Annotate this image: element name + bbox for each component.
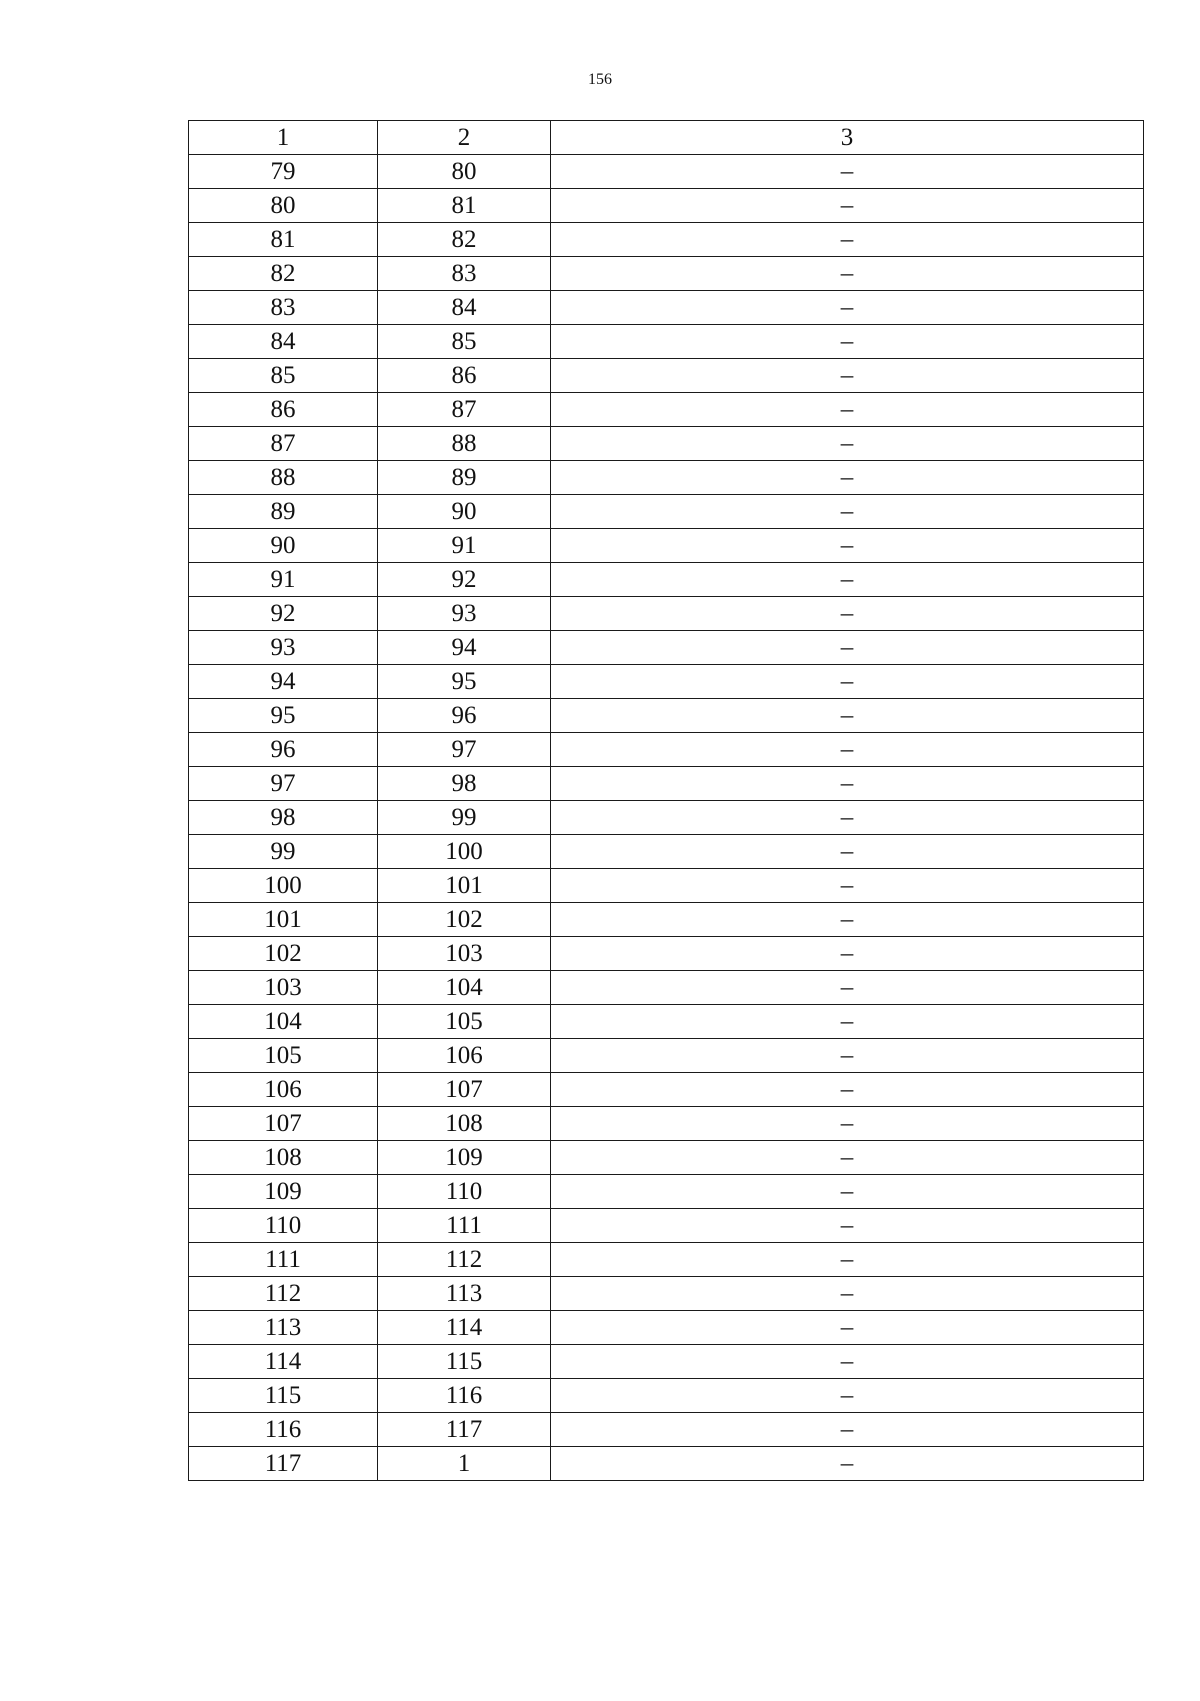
table-cell-col-2: 95 [378,665,551,699]
table-cell-col-3: – [551,393,1144,427]
table-row [189,1209,1144,1243]
table-cell-col-1: 109 [189,1175,378,1209]
table-cell-col-3: – [551,189,1144,223]
table-cell-col-3: – [551,1311,1144,1345]
table-cell-col-1: 112 [189,1277,378,1311]
table-cell-col-1: 91 [189,563,378,597]
table-row [189,971,1144,1005]
table-row [189,1175,1144,1209]
table-row [189,189,1144,223]
table-cell-col-1: 100 [189,869,378,903]
table-cell-col-1: 98 [189,801,378,835]
table-row [189,393,1144,427]
table-row [189,1073,1144,1107]
table-cell-col-2: 81 [378,189,551,223]
table-cell-col-3: – [551,1005,1144,1039]
table-cell-col-3: – [551,1073,1144,1107]
table-cell-col-1: 89 [189,495,378,529]
table-row [189,291,1144,325]
table-cell-col-1: 110 [189,1209,378,1243]
table-cell-col-1: 79 [189,155,378,189]
header-cell-col-1: 1 [189,121,378,155]
table-cell-col-2: 102 [378,903,551,937]
table-cell-col-3: – [551,597,1144,631]
table-cell-col-2: 107 [378,1073,551,1107]
table-cell-col-2: 117 [378,1413,551,1447]
table-row [189,427,1144,461]
table-cell-col-3: – [551,767,1144,801]
table-cell-col-3: – [551,801,1144,835]
table-row [189,869,1144,903]
table-cell-col-3: – [551,461,1144,495]
table-cell-col-2: 99 [378,801,551,835]
table-row [189,1311,1144,1345]
table-cell-col-2: 92 [378,563,551,597]
table-cell-col-2: 106 [378,1039,551,1073]
data-table [188,120,1144,1481]
table-row [189,1141,1144,1175]
table-row [189,1243,1144,1277]
table-body [189,121,1144,1481]
table-cell-col-3: – [551,291,1144,325]
table-cell-col-1: 88 [189,461,378,495]
table-cell-col-1: 107 [189,1107,378,1141]
table-row [189,563,1144,597]
table-row [189,495,1144,529]
table-cell-col-1: 92 [189,597,378,631]
table-row [189,665,1144,699]
table-cell-col-1: 83 [189,291,378,325]
table-cell-col-3: – [551,1345,1144,1379]
table-cell-col-2: 88 [378,427,551,461]
table-row [189,223,1144,257]
table-cell-col-2: 84 [378,291,551,325]
table-cell-col-1: 96 [189,733,378,767]
table-cell-col-3: – [551,1243,1144,1277]
table-cell-col-1: 105 [189,1039,378,1073]
header-cell-col-2: 2 [378,121,551,155]
table-cell-col-1: 85 [189,359,378,393]
table-cell-col-1: 104 [189,1005,378,1039]
table-cell-col-2: 93 [378,597,551,631]
table-cell-col-3: – [551,1107,1144,1141]
table-cell-col-1: 102 [189,937,378,971]
table-cell-col-1: 114 [189,1345,378,1379]
table-cell-col-3: – [551,903,1144,937]
table-cell-col-1: 115 [189,1379,378,1413]
table-cell-col-3: – [551,325,1144,359]
table-cell-col-1: 106 [189,1073,378,1107]
table-row [189,1277,1144,1311]
table-cell-col-2: 86 [378,359,551,393]
table-row [189,529,1144,563]
table-row [189,1107,1144,1141]
table-cell-col-3: – [551,1039,1144,1073]
table-row [189,325,1144,359]
table-cell-col-3: – [551,869,1144,903]
table-cell-col-1: 84 [189,325,378,359]
table-cell-col-2: 103 [378,937,551,971]
header-cell-col-3: 3 [551,121,1144,155]
table-row [189,1005,1144,1039]
table-cell-col-2: 87 [378,393,551,427]
table-cell-col-2: 110 [378,1175,551,1209]
table-cell-col-1: 90 [189,529,378,563]
table-cell-col-2: 94 [378,631,551,665]
table-cell-col-3: – [551,359,1144,393]
table-cell-col-1: 93 [189,631,378,665]
table-cell-col-2: 82 [378,223,551,257]
table-cell-col-3: – [551,971,1144,1005]
table-cell-col-3: – [551,1379,1144,1413]
table-cell-col-3: – [551,937,1144,971]
table-row [189,699,1144,733]
table-cell-col-2: 83 [378,257,551,291]
table-cell-col-3: – [551,1277,1144,1311]
table-cell-col-3: – [551,563,1144,597]
table-cell-col-1: 87 [189,427,378,461]
table-cell-col-2: 105 [378,1005,551,1039]
table-header-row [189,121,1144,155]
table-cell-col-1: 82 [189,257,378,291]
table-cell-col-3: – [551,665,1144,699]
table-cell-col-3: – [551,835,1144,869]
table-cell-col-2: 98 [378,767,551,801]
table-cell-col-3: – [551,257,1144,291]
table-cell-col-2: 113 [378,1277,551,1311]
table-row [189,801,1144,835]
table-cell-col-1: 95 [189,699,378,733]
table-cell-col-2: 108 [378,1107,551,1141]
table-cell-col-1: 86 [189,393,378,427]
table-cell-col-2: 96 [378,699,551,733]
table-row [189,835,1144,869]
table-row [189,1039,1144,1073]
table-row [189,937,1144,971]
page-number: 156 [588,71,612,88]
table-cell-col-3: – [551,427,1144,461]
table-cell-col-3: – [551,1175,1144,1209]
table-row [189,597,1144,631]
table-cell-col-3: – [551,529,1144,563]
table-cell-col-2: 114 [378,1311,551,1345]
table-cell-col-1: 113 [189,1311,378,1345]
table-row [189,733,1144,767]
table-cell-col-2: 91 [378,529,551,563]
table-row [189,767,1144,801]
table-cell-col-3: – [551,223,1144,257]
table-cell-col-1: 116 [189,1413,378,1447]
table-cell-col-3: – [551,631,1144,665]
table-cell-col-1: 117 [189,1447,378,1481]
table-cell-col-1: 99 [189,835,378,869]
table-row [189,257,1144,291]
table-cell-col-3: – [551,733,1144,767]
table-cell-col-2: 89 [378,461,551,495]
table-cell-col-1: 80 [189,189,378,223]
table-cell-col-2: 90 [378,495,551,529]
table-row [189,631,1144,665]
table-row [189,1379,1144,1413]
table-cell-col-2: 115 [378,1345,551,1379]
table-row [189,359,1144,393]
table-row [189,1345,1144,1379]
table-cell-col-2: 109 [378,1141,551,1175]
table-cell-col-1: 81 [189,223,378,257]
table-cell-col-1: 97 [189,767,378,801]
table-cell-col-2: 116 [378,1379,551,1413]
table-cell-col-3: – [551,155,1144,189]
table-cell-col-2: 85 [378,325,551,359]
table-cell-col-2: 104 [378,971,551,1005]
table-row [189,903,1144,937]
table-cell-col-2: 97 [378,733,551,767]
table-cell-col-3: – [551,1413,1144,1447]
table-cell-col-3: – [551,1141,1144,1175]
table-cell-col-2: 101 [378,869,551,903]
table-cell-col-1: 94 [189,665,378,699]
table-cell-col-3: – [551,699,1144,733]
table-row [189,1447,1144,1481]
table-cell-col-2: 1 [378,1447,551,1481]
table-cell-col-1: 111 [189,1243,378,1277]
table-cell-col-1: 101 [189,903,378,937]
table-cell-col-3: – [551,495,1144,529]
table-cell-col-1: 108 [189,1141,378,1175]
table-row [189,1413,1144,1447]
table-cell-col-2: 100 [378,835,551,869]
table-row [189,461,1144,495]
table-cell-col-3: – [551,1447,1144,1481]
table-cell-col-2: 80 [378,155,551,189]
table-cell-col-2: 112 [378,1243,551,1277]
table-cell-col-1: 103 [189,971,378,1005]
table-row [189,155,1144,189]
table-cell-col-3: – [551,1209,1144,1243]
table-cell-col-2: 111 [378,1209,551,1243]
